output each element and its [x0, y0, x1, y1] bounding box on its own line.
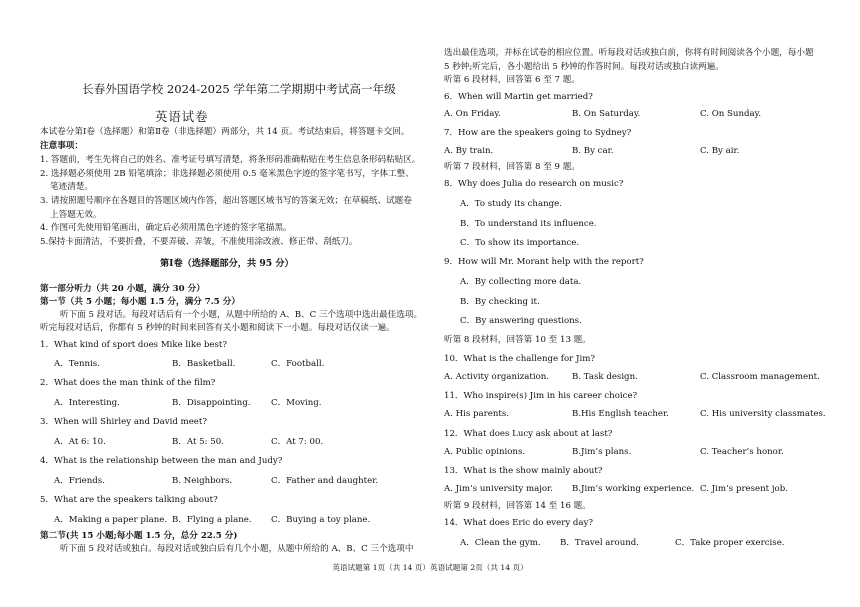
- section1-instructions: 听下面 5 段对话。每段对话后有一个小题，从题中所给的 A、B、C 三个选项中选出最佳选项。: [60, 310, 423, 320]
- exam-intro: 本试卷分第Ⅰ卷（选择题）和第Ⅱ卷（非选择题）两部分，共 14 页。考试结束后，将答题卡交回。: [40, 127, 410, 137]
- option-c[interactable]: C. Jim’s present job.: [700, 484, 788, 494]
- notice-item: 5.保持卡面清洁，不要折叠，不要弄破、弄皱，不准使用涂改液、修正带、刮纸刀。: [40, 237, 358, 247]
- part1-heading: 第一部分听力（共 20 小题，满分 30 分）: [40, 284, 205, 294]
- option-a[interactable]: A．Friends.: [54, 476, 105, 486]
- question-stem: 14．What does Eric do every day?: [444, 518, 593, 528]
- question-stem: 12．What does Lucy ask about at last?: [444, 429, 613, 439]
- option-a[interactable]: A. Jim’s university major.: [444, 484, 553, 494]
- question-stem: 13．What is the show mainly about?: [444, 466, 603, 476]
- material-note: 听第 7 段材料，回答第 8 至 9 题。: [444, 162, 580, 172]
- option-c[interactable]: C．To show its importance.: [460, 238, 580, 248]
- notice-item: 3. 请按照题号顺序在各题目的答题区域内作答，超出答题区域书写的答案无效；在草稿纸、试题卷: [40, 196, 412, 206]
- option-c[interactable]: C．By answering questions.: [460, 316, 582, 326]
- option-a[interactable]: A. His parents.: [444, 409, 510, 419]
- option-c[interactable]: C. Teacher’s honor.: [700, 447, 784, 457]
- question-stem: 11．Who inspire(s) Jim in his career choice?: [444, 391, 638, 401]
- option-b[interactable]: B．To understand its influence.: [460, 219, 597, 229]
- page-footer: 英语试题第 1页（共 14 页）英语试题第 2页（共 14 页）: [332, 563, 528, 572]
- question-stem: 4．What is the relationship between the man and Judy?: [40, 456, 283, 466]
- question-stem: 9．How will Mr. Morant help with the report?: [444, 257, 644, 267]
- option-a[interactable]: A．By collecting more data.: [460, 277, 582, 287]
- question-stem: 7．How are the speakers going to Sydney?: [444, 128, 632, 138]
- option-c[interactable]: C. Classroom management.: [700, 372, 820, 382]
- option-b[interactable]: B.Jim’s plans.: [572, 447, 632, 457]
- question-stem: 1．What kind of sport does Mike like best?: [40, 340, 227, 350]
- section1-instructions: 听完每段对话后，你都有 5 秒钟的时间来回答有关小题和阅读下一小题。每段对话仅读一遍。: [40, 323, 395, 333]
- option-a[interactable]: A．Tennis.: [54, 359, 100, 369]
- section1-heading: 第一节（共 5 小题；每小题 1.5 分，满分 7.5 分）: [40, 297, 240, 307]
- question-stem: 10．What is the challenge for Jim?: [444, 354, 595, 364]
- notice-item: 上答题无效。: [50, 210, 102, 220]
- option-b[interactable]: B.Jim’s working experience.: [572, 484, 695, 494]
- option-c[interactable]: C．Father and daughter.: [271, 476, 379, 486]
- question-stem: 2．What does the man think of the film?: [40, 378, 216, 388]
- option-b[interactable]: B．Disappointing.: [172, 398, 251, 408]
- notice-item: 笔迹清楚。: [50, 182, 93, 192]
- option-a[interactable]: A. By train.: [444, 146, 494, 156]
- option-b[interactable]: B. Neighbors.: [172, 476, 233, 486]
- option-c[interactable]: C．Football.: [271, 359, 325, 369]
- material-note: 听第 8 段材料，回答第 10 至 13 题。: [444, 335, 591, 345]
- material-note: 听第 6 段材料，回答第 6 至 7 题。: [444, 75, 580, 85]
- option-c[interactable]: C．Moving.: [271, 398, 322, 408]
- section2-instructions: 5 秒钟;听完后，各小题给出 5 秒钟的作答时间。每段对话或独白读两遍。: [444, 62, 724, 72]
- option-b[interactable]: B．Travel around.: [560, 538, 640, 548]
- option-b[interactable]: B. Task design.: [572, 372, 638, 382]
- question-stem: 8．Why does Julia do research on music?: [444, 179, 624, 189]
- option-c[interactable]: C. By air.: [700, 146, 740, 156]
- option-a[interactable]: A．To study its change.: [460, 199, 562, 209]
- option-a[interactable]: A. On Friday.: [444, 109, 501, 119]
- option-a[interactable]: A. Activity organization.: [444, 372, 550, 382]
- option-c[interactable]: C. On Sunday.: [700, 109, 762, 119]
- section2-heading: 第二节(共 15 小题;每小题 1.5 分，总分 22.5 分): [40, 531, 238, 541]
- notice-item: 2. 选择题必须使用 2B 铅笔填涂；非选择题必须使用 0.5 毫米黑色字迹的签字笔书写，字体工整、: [40, 169, 414, 179]
- option-b[interactable]: B．Flying a plane.: [172, 515, 252, 525]
- notice-heading: 注意事项：: [40, 141, 83, 151]
- option-b[interactable]: B．At 5: 50.: [172, 437, 224, 447]
- option-a[interactable]: A．At 6: 10.: [54, 437, 106, 447]
- option-b[interactable]: B.His English teacher.: [572, 409, 669, 419]
- exam-title: 长春外国语学校 2024-2025 学年第二学期期中考试高一年级: [82, 82, 396, 96]
- notice-item: 4. 作图可先使用铅笔画出，确定后必须用黑色字迹的签字笔描黑。: [40, 223, 292, 233]
- material-note: 听第 9 段材料，回答第 14 至 16 题。: [444, 501, 591, 511]
- option-c[interactable]: C．Buying a toy plane.: [271, 515, 371, 525]
- option-a[interactable]: A．Clean the gym.: [460, 538, 541, 548]
- question-stem: 3．When will Shirley and David meet?: [40, 417, 207, 427]
- option-c[interactable]: C. His university classmates.: [700, 409, 826, 419]
- option-c[interactable]: C．At 7: 00.: [271, 437, 324, 447]
- question-stem: 5．What are the speakers talking about?: [40, 495, 218, 505]
- option-a[interactable]: A. Public opinions.: [444, 447, 526, 457]
- option-b[interactable]: B．Basketball.: [172, 359, 236, 369]
- exam-subtitle: 英语试卷: [155, 109, 209, 124]
- option-c[interactable]: C．Take proper exercise.: [675, 538, 785, 548]
- question-stem: 6．When will Martin get married?: [444, 92, 593, 102]
- notice-item: 1. 答题前，考生先将自己的姓名、准考证号填写清楚，将条形码准确粘贴在考生信息条形码粘贴区。: [40, 155, 421, 165]
- option-a[interactable]: A．Making a paper plane.: [54, 515, 168, 525]
- section2-instructions: 听下面 5 段对话或独白。每段对话或独白后有几个小题，从题中所给的 A、B、C 三个选项中: [60, 544, 414, 554]
- option-b[interactable]: B. By car.: [572, 146, 614, 156]
- option-b[interactable]: B. On Saturday.: [572, 109, 641, 119]
- option-a[interactable]: A．Interesting.: [54, 398, 120, 408]
- option-b[interactable]: B．By checking it.: [460, 297, 540, 307]
- volume-heading: 第Ⅰ卷（选择题部分，共 95 分）: [160, 258, 294, 269]
- section2-instructions: 选出最佳选项，并标在试卷的相应位置。听每段对话或独白前，你将有时间阅读各个小题，每小题: [444, 48, 814, 58]
